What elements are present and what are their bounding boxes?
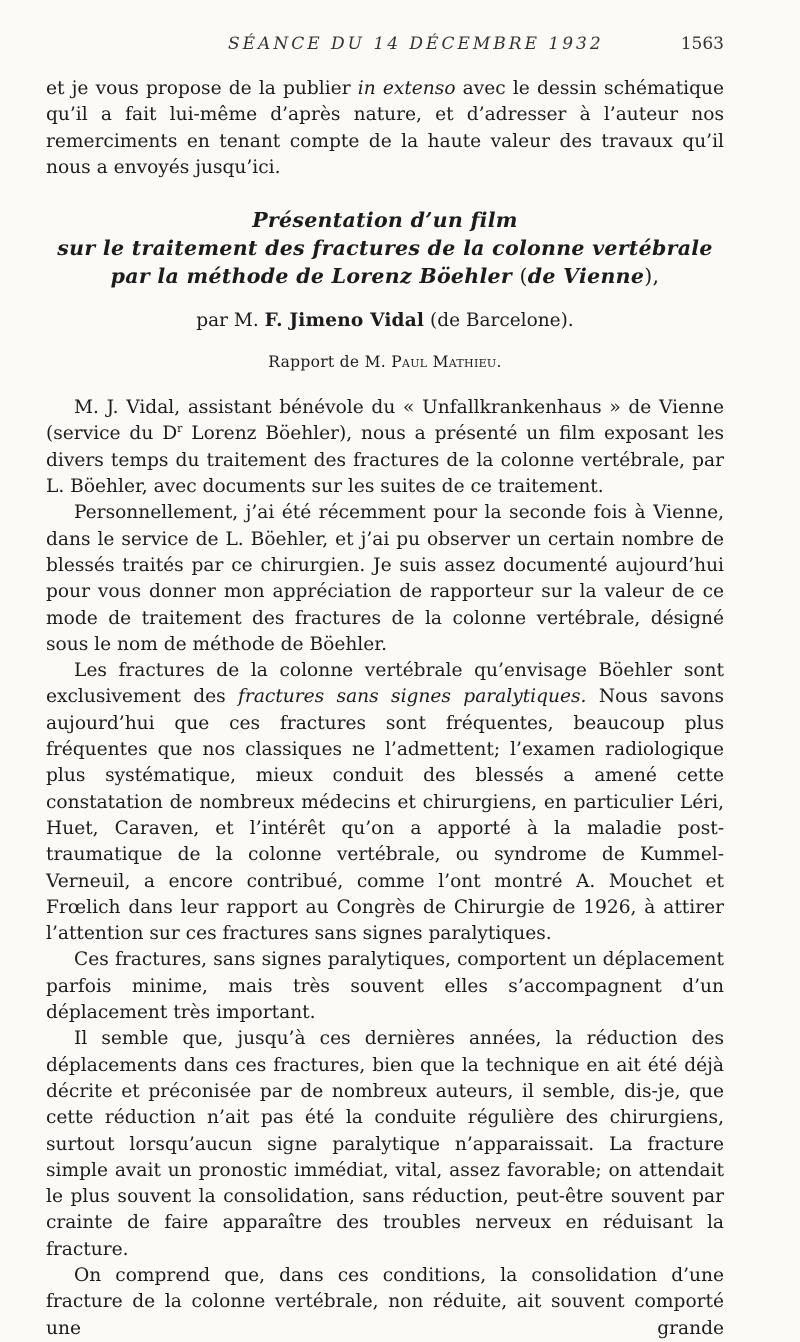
paragraph-2: Personnellement, j’ai été récemment pour la seconde fois à Vienne, dans le service de L. Böehler, et j’ai pu observer un certain nombre de blessés traités par ce chirurgien. Je suis assez documenté aujourd’hui pour vous donner mon appréciation de rapporteur sur la valeur de ce mode de traitement des fractures de la colonne vertébrale, désigné sous le nom de méthode de Böehler.: [46, 502, 724, 655]
author-suffix: (de Barcelone).: [424, 310, 574, 332]
intro-paragraph: [46, 76, 724, 181]
title-line-2: sur le traitement des fractures de la colonne vertébrale: [57, 236, 713, 261]
intro-emphasis: in extenso: [357, 78, 456, 99]
running-title: SÉANCE DU 14 DÉCEMBRE 1932: [228, 34, 604, 54]
intro-text-2: avec le dessin schématique qu’il a fait lui-même d’après nature, et d’adresser à l’auteur nos remerciments en tenant compte de la haute valeur des travaux qu’il nous a envoyés jusqu’ici.: [46, 78, 724, 178]
reporter-name: Paul Mathieu.: [391, 353, 502, 372]
title-line-3-text: par la méthode de Lorenz Böehler: [110, 264, 520, 289]
paragraph-1: [46, 395, 724, 500]
page-number: 1563: [680, 34, 724, 54]
report-prefix: Rapport de M.: [268, 353, 392, 372]
title-line-3: [46, 262, 724, 290]
paragraph-3-emphasis: fractures sans signes paralytiques.: [238, 686, 587, 708]
paragraph-1-text-b: Lorenz Böehler), nous a présenté un film exposant les divers temps du traitement des fractures de la colonne vertébrale, par L. Böehler, avec documents sur les suites de ce traitement.: [46, 423, 724, 498]
paragraph-5: Il semble que, jusqu’à ces dernières années, la réduction des déplacements dans ces fractures, bien que la technique en ait été déjà décrite et préconisée par de nombreux auteurs, il semble, dis-je, que cette réduction n’ait pas été la conduite régulière des chirurgiens, surtout lorsqu’aucun signe paralytique n’apparaissait. La fracture simple avait un pronostic immédiat, vital, assez favorable; on attendait le plus souvent la consolidation, sans réduction, peut-être souvent par crainte de faire apparaître des troubles nerveux en réduisant la fracture.: [46, 1028, 724, 1260]
paragraph-6: On comprend que, dans ces conditions, la consolidation d’une fracture de la colonne vertébrale, non réduite, ait souvent comporté une grande: [46, 1264, 724, 1339]
page-body: [46, 76, 724, 1342]
paragraph-3-text-a: Les fractures de la colonne vertébrale qu’envisage Böehler sont exclusivement des: [46, 660, 724, 708]
title-paren-close: ),: [644, 264, 660, 289]
paragraph-3-text-b: Nous savons aujourd’hui que ces fractures sont fréquentes, beaucoup plus fréquentes que nos classiques ne l’admettent; l’examen radiologique plus systématique, mieux conduit des blessés a amené cette constatation de nombreux médecins et chirurgiens, en particulier Léri, Huet, Caraven, et l’intérêt qu’on a apporté à la maladie post-traumatique de la colonne vertébrale, ou syndrome de Kummel-Verneuil, a encore contribué, comme l’ont montré A. Mouchet et Frœlich dans leur rapport au Congrès de Chirurgie de 1926, à attirer l’attention sur ces fractures sans signes paralytiques.: [46, 686, 724, 945]
superscript: r: [177, 422, 183, 436]
author-name: F. Jimeno Vidal: [264, 310, 425, 332]
author-line: [46, 308, 724, 334]
paragraph-1-text-a: M. J. Vidal, assistant bénévole du « Unfallkrankenhaus » de Vienne (service du D: [46, 397, 724, 445]
title-origin: de Vienne: [527, 264, 645, 289]
page-header: [0, 34, 800, 60]
report-line: [46, 350, 724, 374]
article-title: [46, 206, 724, 290]
intro-text-1: et je vous propose de la publier: [46, 78, 358, 99]
paragraph-3: [46, 658, 724, 947]
paragraph-4: Ces fractures, sans signes paralytiques, comportent un déplacement parfois minime, mais très souvent elles s’accompagnent d’un déplacement très important.: [46, 949, 724, 1024]
author-prefix: par M.: [196, 310, 265, 332]
title-line-1: Présentation d’un film: [252, 208, 518, 233]
title-paren-open: (: [519, 264, 528, 289]
